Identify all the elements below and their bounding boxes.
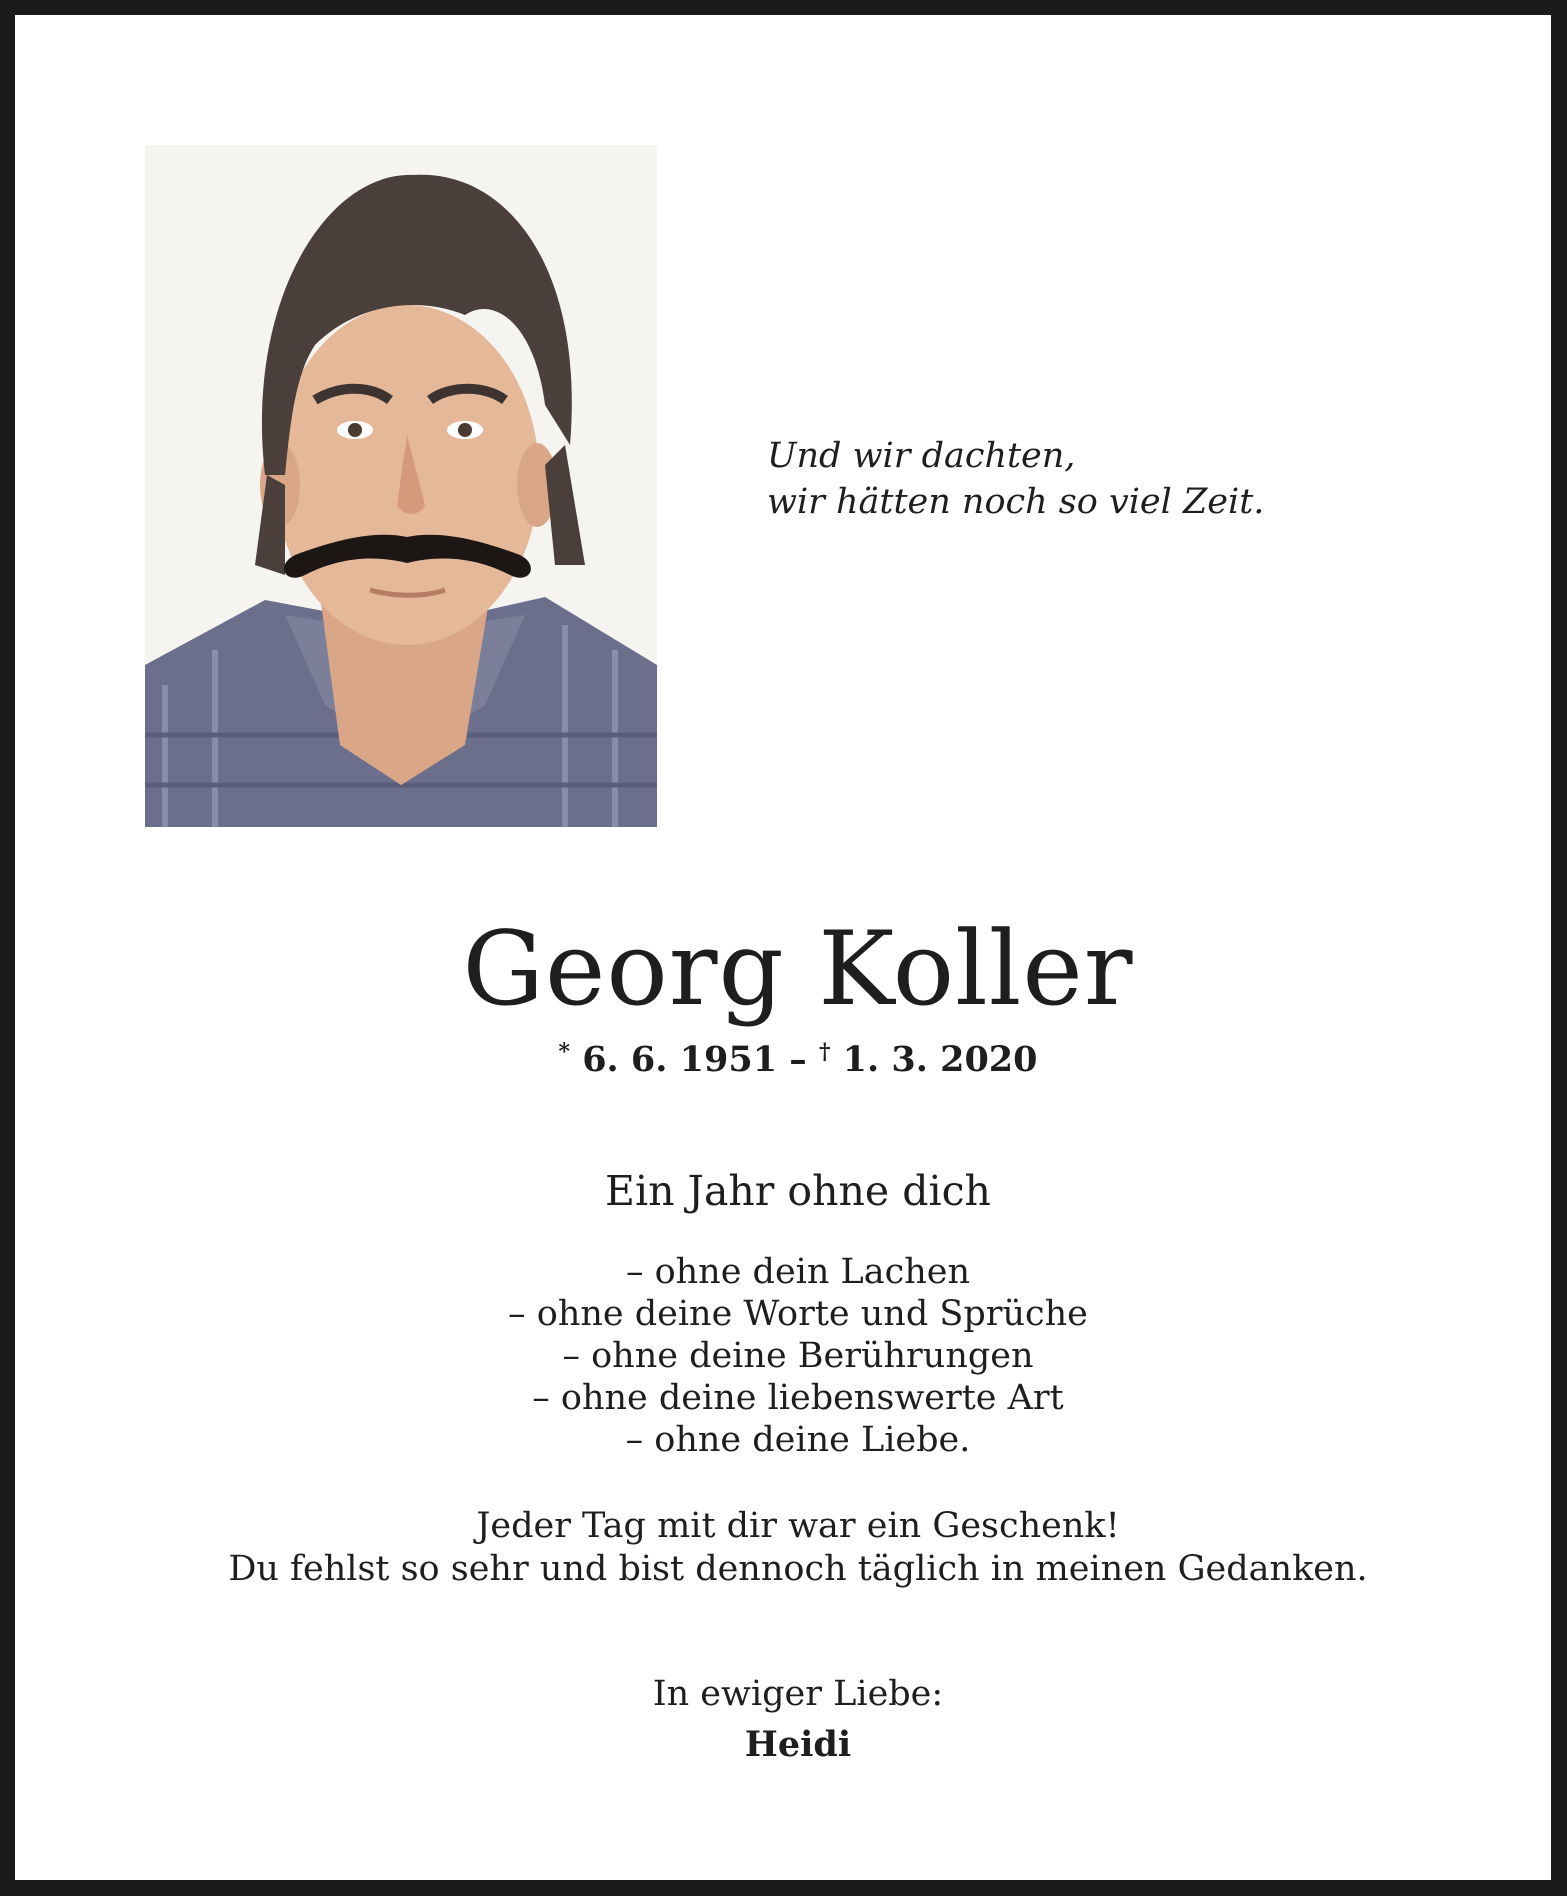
portrait-photo xyxy=(145,145,657,827)
memorial-quote xyxy=(767,433,1264,525)
memorial-line: – ohne deine liebenswerte Art xyxy=(532,1378,1064,1418)
signoff: In ewiger Liebe: xyxy=(652,1674,944,1714)
signer-name: Heidi xyxy=(744,1724,852,1765)
memorial-line: – ohne deine Berührungen xyxy=(562,1336,1034,1376)
memorial-line: – ohne deine Worte und Sprüche xyxy=(508,1294,1088,1334)
memorial-line: – ohne deine Liebe. xyxy=(625,1420,971,1460)
closing-text xyxy=(30,1505,1566,1591)
birth-symbol: * xyxy=(558,1039,571,1065)
death-date: 1. 3. 2020 xyxy=(842,1039,1038,1080)
quote-line-2: wir hätten noch so viel Zeit. xyxy=(767,482,1265,522)
closing-line-2: Du fehlst so sehr und bist dennoch täglich in meinen Gedanken. xyxy=(228,1549,1368,1589)
closing-line-1: Jeder Tag mit dir war ein Geschenk! xyxy=(476,1506,1120,1546)
birth-date: 6. 6. 1951 xyxy=(582,1039,778,1080)
death-symbol: † xyxy=(818,1039,831,1065)
life-dates xyxy=(30,1027,1566,1085)
date-separator: – xyxy=(789,1039,807,1080)
deceased-name: Georg Koller xyxy=(462,910,1134,1029)
quote-line-1: Und wir dachten, xyxy=(767,436,1076,476)
memorial-lines xyxy=(30,1251,1566,1461)
memorial-subtitle: Ein Jahr ohne dich xyxy=(605,1167,991,1215)
portrait-illustration xyxy=(145,145,657,827)
memorial-line: – ohne dein Lachen xyxy=(625,1252,971,1292)
